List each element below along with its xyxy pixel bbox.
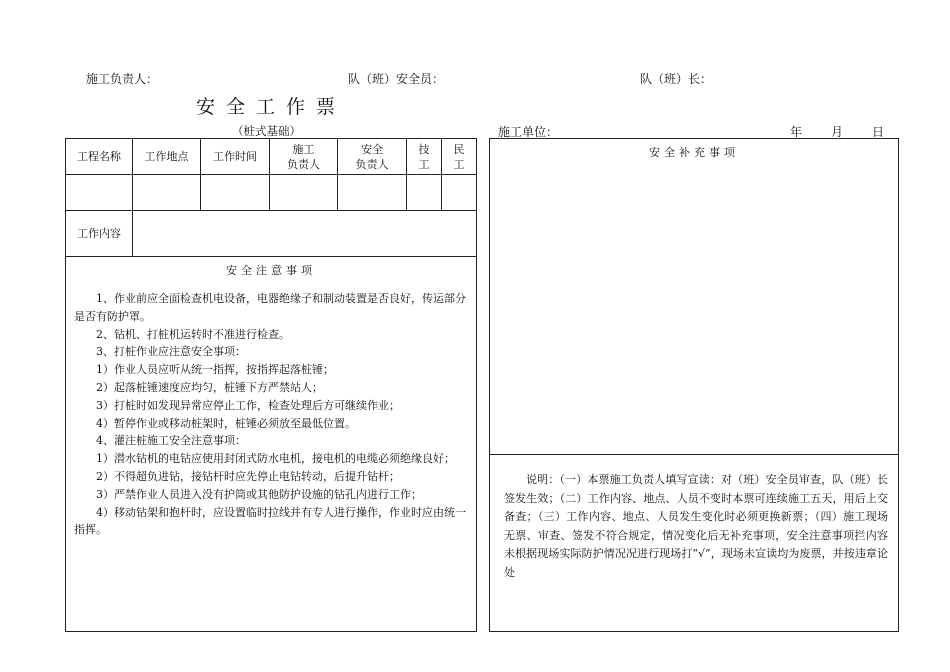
sign-leader-label: 施工负责人： <box>86 72 159 86</box>
panel-divider <box>490 454 898 455</box>
safety-note-item: 1）潜水钻机的电钻应使用封闭式防水电机，接电机的电缆必须绝缘良好； <box>96 452 455 466</box>
project-name-field[interactable] <box>66 175 132 210</box>
work-time-field[interactable] <box>201 175 269 210</box>
work-location-field[interactable] <box>133 175 200 210</box>
sign-team-leader-label: 队（班）长： <box>640 72 713 86</box>
header-construction-leader: 施工 负责人 <box>287 142 320 171</box>
header-work-location: 工作地点 <box>144 150 189 163</box>
safety-notes-title: 安全注意事项 <box>226 264 316 277</box>
supplement-entry-area[interactable] <box>490 161 898 453</box>
page-subtitle: （桩式基础） <box>232 124 301 138</box>
safety-note-item: 4）暂停作业或移动桩架时，桩锤必须放至最低位置。 <box>96 416 356 430</box>
safety-note-item: 4、灌注桩施工安全注意事项： <box>96 434 246 448</box>
date-year-label: 年 <box>790 125 803 139</box>
header-technician: 技 工 <box>418 142 430 171</box>
safety-note-item: 2、钻机、打桩机运转时不准进行检查。 <box>96 327 290 341</box>
worker-field[interactable] <box>442 175 476 210</box>
supplement-title: 安全补充事项 <box>649 146 739 159</box>
date-month-label: 月 <box>831 125 844 139</box>
safety-note-item: 3）打桩时如发现异常应停止工作，检查处理后方可继续作业； <box>96 398 400 412</box>
safety-notes-body <box>74 290 472 539</box>
work-content-label: 工作内容 <box>77 227 121 240</box>
safety-note-item: 1、作业前应全面检查机电设备，电器绝缘子和制动装置是否良好，传运部分是否有防护罩。 <box>74 292 466 323</box>
safety-note-item: 3）严禁作业人员进入没有护筒或其他防护设施的钻孔内进行工作； <box>96 487 422 501</box>
technician-field[interactable] <box>407 175 441 210</box>
safety-note-item: 2）不得超负进钻，接钻杆时应先停止电钻转动，后提升钻杆； <box>96 469 400 483</box>
safety-note-item: 1）作业人员应听从统一指挥，按指挥起落桩锤； <box>96 363 334 377</box>
sign-safety-officer-label: 队（班）安全员： <box>348 72 445 86</box>
supplement-panel <box>489 138 899 632</box>
date-day-label: 日 <box>872 125 885 139</box>
construction-leader-field[interactable] <box>270 175 337 210</box>
work-ticket-form <box>65 138 477 632</box>
header-worker: 民 工 <box>453 142 465 171</box>
header-safety-leader: 安全 负责人 <box>355 142 389 171</box>
table-divider <box>66 256 476 257</box>
safety-note-item: 4）移动钻架和抱杆时，应设置临时拉线并有专人进行操作，作业时应由统一指挥。 <box>74 505 466 537</box>
explanation-text <box>504 471 888 583</box>
header-work-time: 工作时间 <box>213 150 257 163</box>
work-content-field[interactable] <box>133 211 476 256</box>
safety-note-item: 3、打桩作业应注意安全事项： <box>96 345 246 359</box>
header-project-name: 工程名称 <box>77 150 121 163</box>
safety-note-item: 2）起落桩锤速度应均匀，桩锤下方严禁站人； <box>96 380 323 394</box>
construction-unit-label: 施工单位： <box>498 125 559 139</box>
safety-leader-field[interactable] <box>338 175 406 210</box>
explanation-paragraph: 说明：（一）本票施工负责人填写宣读：对（班）安全员审查，队（班）长签发生效；（二）工作内容、地点、人员不变时本票可连续施工五天，用后上交备查；（三）工作内容、地点、人员发生变化时必须更换新票；（四）施工现场无票、审查、签发不符合规定，情况变化后无补充事项，安全注意事项拦内容未根据现场实际防护情况况进行现场打“√”，现场未宣读均为废票，并按违章论处 <box>504 473 888 579</box>
page-title: 安全工作票 <box>196 96 347 118</box>
